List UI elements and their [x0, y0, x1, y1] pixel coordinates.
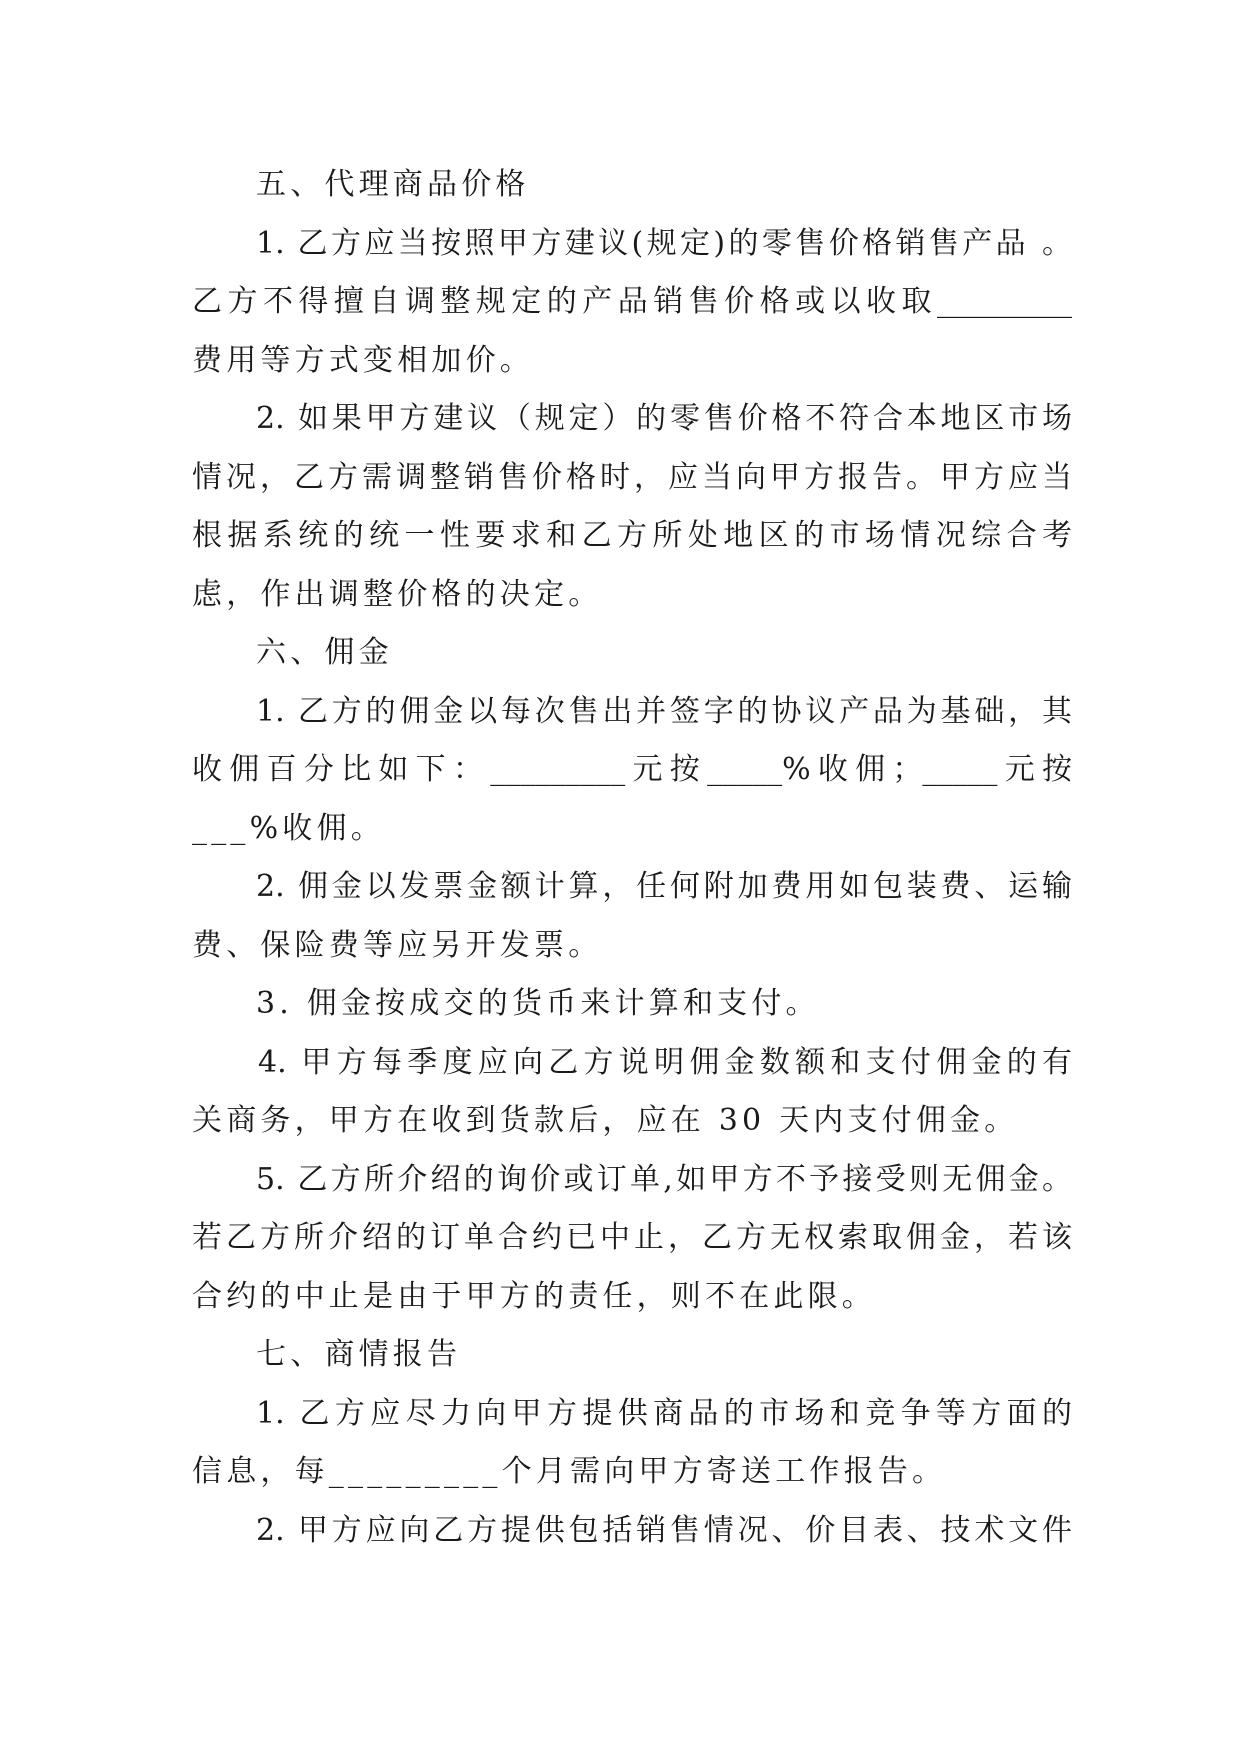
- paragraph-line: 费、保险费等应另开发票。: [192, 927, 603, 963]
- paragraph-line: 信息，每_________个月需向甲方寄送工作报告。: [192, 1454, 947, 1489]
- paragraph-line: 情况，乙方需调整销售价格时，应当向甲方报告。甲方应当: [192, 459, 1072, 495]
- paragraph-line: 5. 乙方所介绍的询价或订单,如甲方不予接受则无佣金。: [256, 1161, 1072, 1197]
- paragraph-line: 2. 甲方应向乙方提供包括销售情况、价目表、技术文件: [256, 1512, 1072, 1548]
- section-heading-7: 七、商情报告: [256, 1337, 462, 1372]
- paragraph-line: 2. 如果甲方建议（规定）的零售价格不符合本地区市场: [256, 401, 1072, 436]
- paragraph-line: 若乙方所介绍的订单合约已中止，乙方无权索取佣金，若该: [192, 1220, 1072, 1255]
- paragraph-line: 3. 佣金按成交的货币来计算和支付。: [256, 986, 820, 1021]
- section-heading-6: 六、佣金: [256, 635, 393, 670]
- paragraph-line: ___%收佣。: [192, 810, 385, 846]
- paragraph-line: 费用等方式变相加价。: [192, 342, 534, 378]
- paragraph-line: 1. 乙方的佣金以每次售出并签字的协议产品为基础，其: [256, 693, 1072, 729]
- paragraph-line: 合约的中止是由于甲方的责任，则不在此限。: [192, 1278, 876, 1314]
- paragraph-line: 1. 乙方应尽力向甲方提供商品的市场和竞争等方面的: [256, 1395, 1072, 1431]
- paragraph-line: 2. 佣金以发票金额计算，任何附加费用如包装费、运输: [256, 869, 1072, 904]
- paragraph-line: 关商务，甲方在收到货款后，应在 30 天内支付佣金。: [192, 1103, 1019, 1138]
- document-body: [192, 156, 1072, 1560]
- paragraph-line: 1. 乙方应当按照甲方建议(规定)的零售价格销售产品 。: [256, 225, 1072, 261]
- paragraph-line: 虑，作出调整价格的决定。: [192, 576, 603, 612]
- paragraph-line: 收佣百分比如下：_________元按_____%收佣；_____元按: [192, 752, 1072, 787]
- paragraph-line: 乙方不得擅自调整规定的产品销售价格或以收取_________: [192, 284, 1072, 319]
- paragraph-line: 根据系统的统一性要求和乙方所处地区的市场情况综合考: [192, 518, 1072, 553]
- section-heading-5: 五、代理商品价格: [256, 167, 530, 202]
- paragraph-line: 4. 甲方每季度应向乙方说明佣金数额和支付佣金的有: [258, 1044, 1072, 1080]
